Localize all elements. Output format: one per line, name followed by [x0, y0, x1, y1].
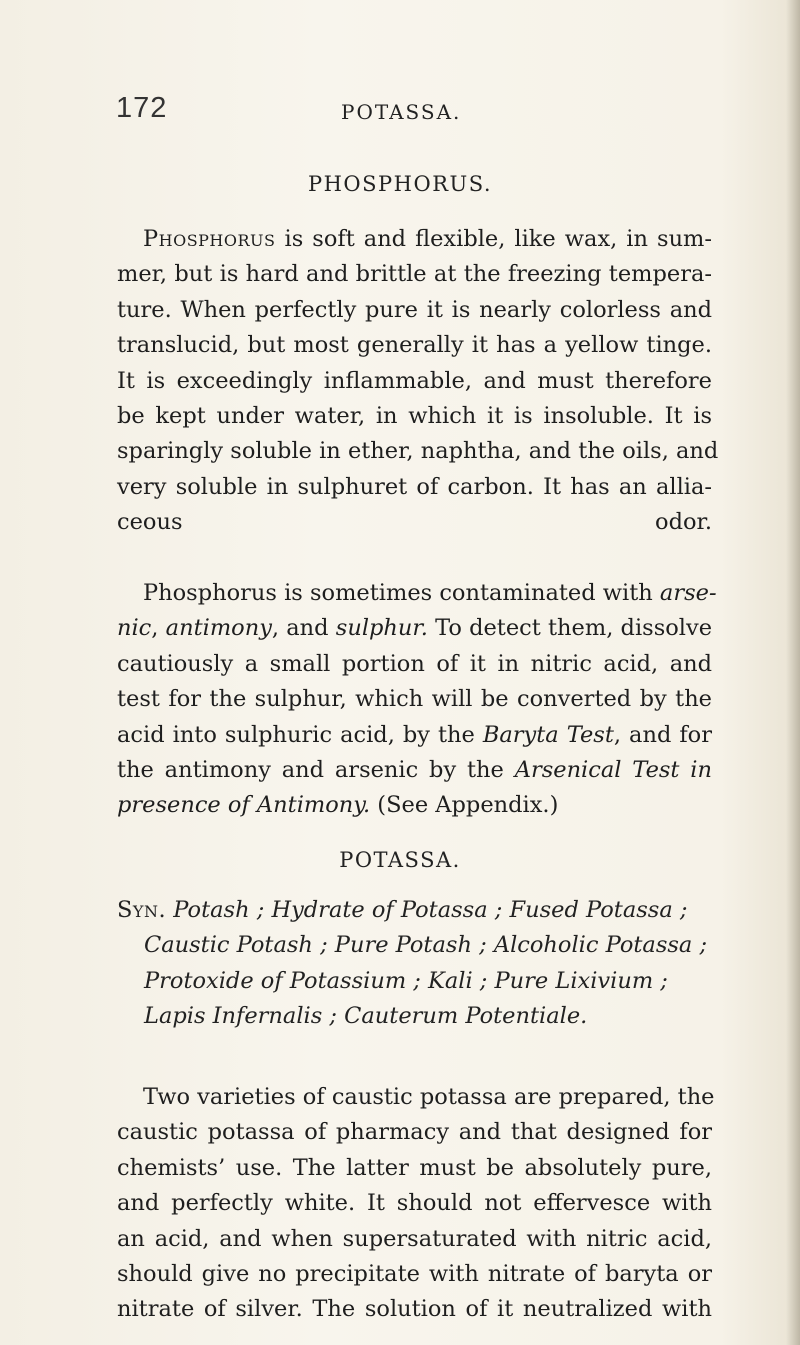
italic-run: Protoxide of Potassium ; Kali ; Pure Lixivium ;	[144, 967, 668, 994]
text-line: sparingly soluble in ether, naphtha, and the oils, and	[117, 438, 719, 465]
text-run: , and for	[613, 721, 712, 748]
page-edge-shadow	[786, 0, 800, 1345]
page-number: 172	[116, 92, 168, 124]
italic-run: Baryta Test	[482, 721, 614, 748]
page-header	[116, 92, 716, 132]
text-run: To detect them, dissolve	[427, 615, 713, 642]
phosphorus-paragraph-1	[117, 222, 719, 576]
italic-run: Caustic Potash ; Pure Potash ; Alcoholic Potassa ;	[144, 932, 708, 959]
text-line	[117, 893, 717, 928]
text-run: the antimony and arsenic by the	[117, 756, 515, 783]
italic-run: Lapis Infernalis ; Cauterum Potentiale.	[144, 1003, 588, 1030]
italic-run: sulphur.	[335, 615, 428, 642]
section-heading-phosphorus: PHOSPHORUS.	[307, 172, 493, 196]
italic-run: antimony	[165, 615, 272, 642]
text-line: caustic potassa of pharmacy and that designed for	[117, 1119, 712, 1146]
text-line: It is exceedingly inflammable, and must therefore	[117, 367, 712, 394]
text-run: (See Appendix.)	[370, 792, 559, 819]
text-line	[117, 222, 712, 257]
syn-label: Syn.	[117, 897, 167, 923]
section-heading-potassa: POTASSA.	[339, 848, 461, 872]
italic-run: Arsenical Test in	[514, 756, 712, 783]
potassa-paragraph-1	[117, 1080, 715, 1328]
text-line: Two varieties of caustic potassa are prepared, the	[143, 1084, 715, 1110]
text-line	[117, 788, 712, 823]
text-line	[117, 718, 712, 753]
text-line: ceous odor.	[117, 509, 712, 536]
text-line: chemists’ use. The latter must be absolutely pure,	[117, 1154, 712, 1181]
italic-run: arse-	[659, 580, 717, 606]
text-line: be kept under water, in which it is insoluble. It is	[117, 402, 712, 429]
text-line	[117, 999, 717, 1034]
text-line: mer, but is hard and brittle at the freezing tempera-	[117, 261, 712, 288]
text-run: acid into sulphuric acid, by the	[117, 721, 483, 748]
text-line	[117, 964, 717, 999]
italic-run: presence of Antimony.	[117, 792, 371, 819]
text-run: ,	[151, 615, 166, 642]
text-line: very soluble in sulphuret of carbon. It has an allia-	[117, 473, 712, 500]
text-line: should give no precipitate with nitrate of baryta or	[117, 1260, 712, 1287]
text-line	[117, 541, 712, 576]
text-line	[117, 611, 712, 646]
running-head: POTASSA.	[341, 100, 462, 124]
text-run: is soft and flexible, like wax, in sum-	[275, 226, 712, 252]
text-line: nitrate of silver. The solution of it neutralized with	[117, 1296, 712, 1323]
text-line: an acid, and when supersaturated with nitric acid,	[117, 1225, 712, 1252]
lead-word: Phosphorus	[143, 226, 276, 252]
text-line: test for the sulphur, which will be converted by the	[117, 686, 712, 713]
text-line: translucid, but most generally it has a yellow tinge.	[117, 332, 712, 359]
text-line	[117, 928, 717, 963]
text-line	[117, 753, 712, 788]
italic-run: Potash ; Hydrate of Potassa ; Fused Potassa ;	[173, 897, 688, 923]
text-run: , and	[271, 615, 336, 642]
text-line	[117, 576, 717, 611]
text-line: and perfectly white. It should not effervesce with	[117, 1190, 712, 1217]
text-line: ture. When perfectly pure it is nearly colorless and	[117, 296, 712, 323]
text-line: cautiously a small portion of it in nitric acid, and	[117, 650, 712, 677]
text-run: Phosphorus is sometimes contaminated with	[143, 580, 660, 606]
phosphorus-paragraph-2	[117, 576, 717, 824]
italic-run: nic	[117, 615, 152, 642]
synonyms-block	[117, 893, 717, 1035]
